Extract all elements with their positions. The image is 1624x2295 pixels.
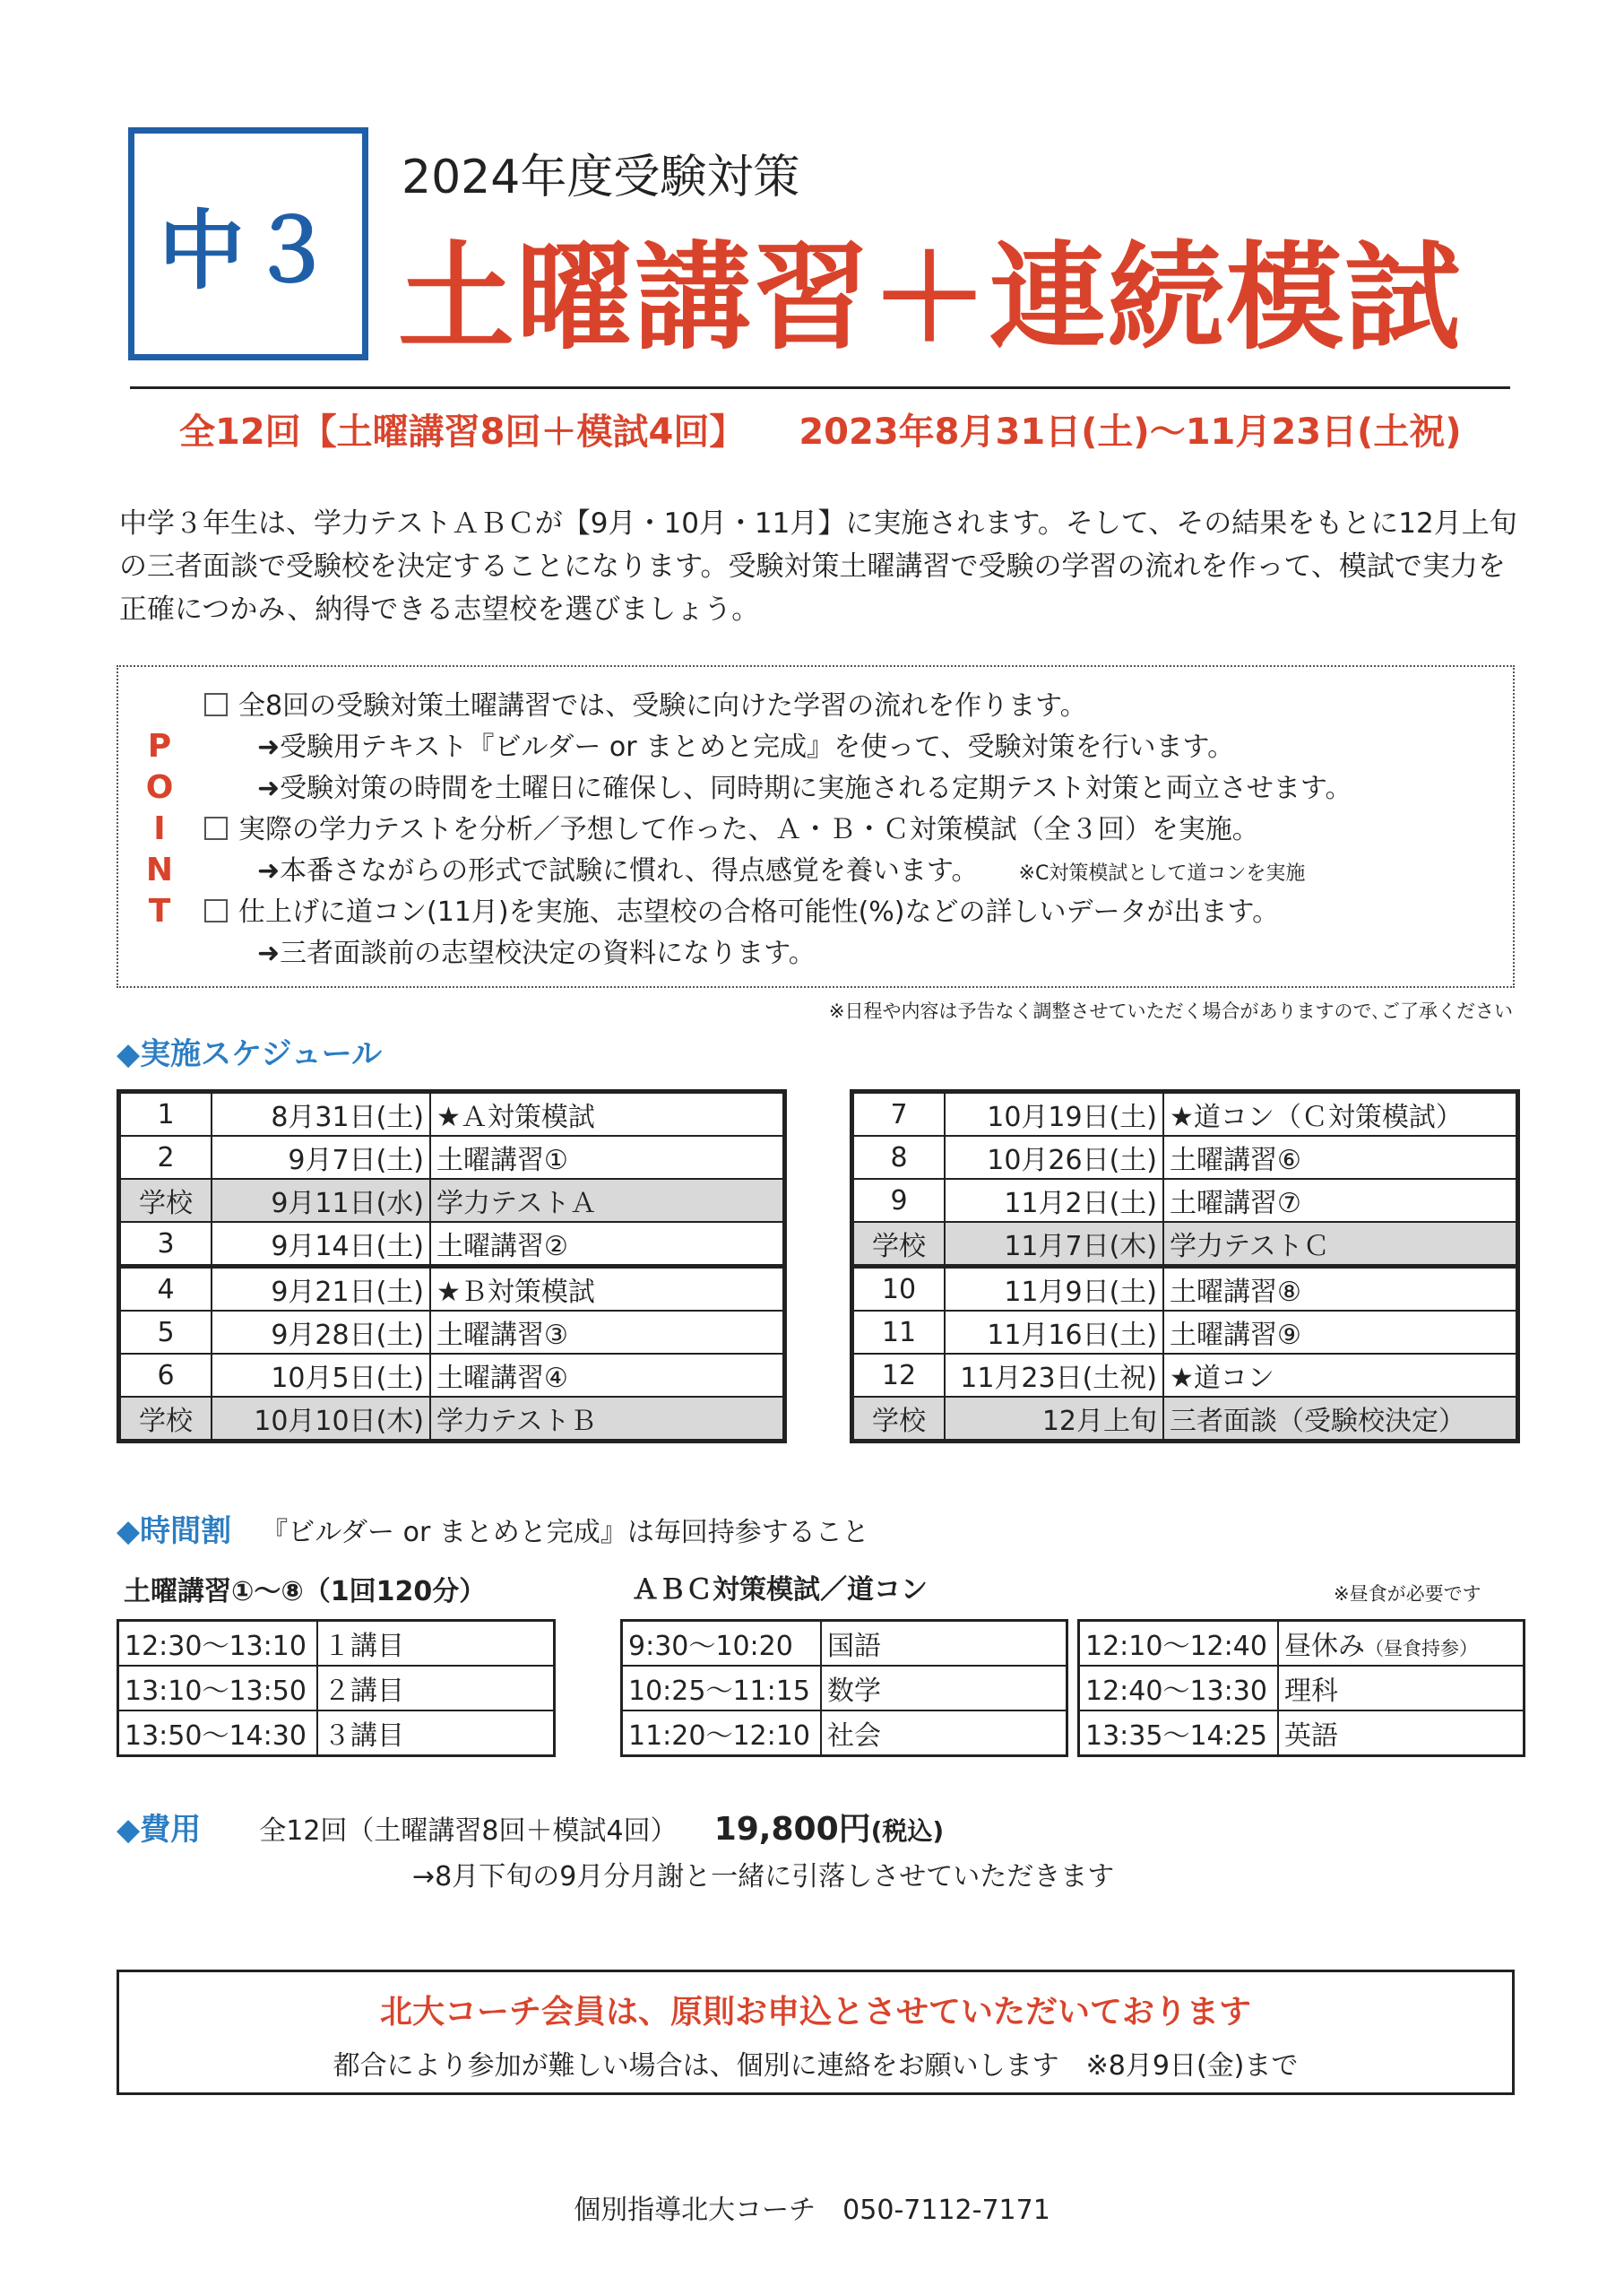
table-row: 学校 9月11日(水) 学力テストＡ <box>119 1179 785 1222</box>
footer-contact: 個別指導北大コーチ 050-7112-7171 <box>574 2195 1050 2226</box>
table-row: 13:10～13:50 ２講目 <box>118 1666 555 1710</box>
point-letter: N <box>145 852 174 888</box>
point-subitem: ➜受験用テキスト『ビルダー or まとめと完成』を使って、受験対策を行います。 <box>257 732 1235 763</box>
point-letter: T <box>148 893 171 930</box>
point-letter: O <box>145 769 174 806</box>
table-row: 12 11月23日(土祝) ★道コン <box>852 1354 1518 1397</box>
disclaimer: ※日程や内容は予告なく調整させていただく場合がありますので､ご了承ください <box>828 1000 1513 1022</box>
table-row: 12:30～13:10 １講目 <box>118 1621 555 1667</box>
table-row: 12:10～12:40 昼休み（昼食持参） <box>1079 1621 1525 1667</box>
table-row: 1 8月31日(土) ★Ａ対策模試 <box>119 1092 785 1137</box>
table-row: 学校 10月10日(木) 学力テストＢ <box>119 1397 785 1442</box>
table-row: 11 11月16日(土) 土曜講習⑨ <box>852 1311 1518 1354</box>
grade-badge: 中３ <box>128 127 368 360</box>
table-row: 11:20～12:10 社会 <box>622 1710 1067 1756</box>
point-small-note: ※C対策模試として道コンを実施 <box>1018 862 1306 885</box>
checkbox-icon <box>204 899 228 922</box>
lunch-note: ※昼食が必要です <box>1334 1583 1481 1605</box>
point-item: 全8回の受験対策土曜講習では、受験に向けた学習の流れを作ります。 <box>204 683 1087 723</box>
table-row: 7 10月19日(土) ★道コン（Ｃ対策模試） <box>852 1092 1518 1137</box>
notice-box <box>117 1970 1515 2095</box>
fee-desc: 全12回（土曜講習8回＋模試4回） <box>259 1815 678 1847</box>
schedule-table-right <box>850 1089 1520 1443</box>
point-label <box>142 726 177 932</box>
point-letter: P <box>147 728 172 765</box>
summary-line <box>179 403 1462 455</box>
point-subitem: ➜本番さながらの形式で試験に慣れ、得点感覚を養います。 ※C対策模試として道コンを実施 <box>257 855 1306 887</box>
fee-note: →8月下旬の9月分月謝と一緒に引落しさせていただきます <box>412 1861 1115 1892</box>
mock-timetable-a <box>620 1619 1068 1757</box>
subtitle: 2024年度受験対策 <box>402 151 800 204</box>
table-row: 12:40～13:30 理科 <box>1079 1666 1525 1710</box>
page-title: 土曜講習＋連続模試 <box>398 230 1464 366</box>
table-row: 9:30～10:20 国語 <box>622 1621 1067 1667</box>
point-subitem: ➜受験対策の時間を土曜日に確保し、同時期に実施される定期テスト対策と両立させます。 <box>257 773 1352 804</box>
saturday-heading: 土曜講習①～⑧（1回120分） <box>124 1576 487 1607</box>
notice-line1: 北大コーチ会員は、原則お申込とさせていただいております <box>379 1994 1251 2031</box>
fee-heading: ◆費用 <box>117 1812 202 1848</box>
table-row: 4 9月21日(土) ★Ｂ対策模試 <box>119 1267 785 1312</box>
table-row: 13:35～14:25 英語 <box>1079 1710 1525 1756</box>
table-row: 10 11月9日(土) 土曜講習⑧ <box>852 1267 1518 1312</box>
lunch-sub: （昼食持参） <box>1365 1638 1478 1659</box>
intro-text: 中学３年生は、学力テストＡＢＣが【9月・10月・11月】に実施されます。そして、その結果をもとに12月上旬の三者面談で受験校を決定することになります。受験対策土曜講習で受験の学習の流れを作って、模試で実力を正確につかみ、納得できる志望校を選びましょう。 <box>119 507 1517 626</box>
timetable-heading-row <box>117 1506 869 1550</box>
point-letter: I <box>153 810 166 847</box>
point-subitem: ➜三者面談前の志望校決定の資料になります。 <box>257 938 816 969</box>
checkbox-icon <box>204 693 228 716</box>
checkbox-icon <box>204 817 228 840</box>
table-row: 8 10月26日(土) 土曜講習⑥ <box>852 1136 1518 1179</box>
fee-row <box>117 1804 944 1849</box>
saturday-timetable <box>117 1619 556 1757</box>
point-item: 仕上げに道コン(11月)を実施、志望校の合格可能性(%)などの詳しいデータが出ます。 <box>204 889 1279 929</box>
table-row: 学校 11月7日(木) 学力テストＣ <box>852 1222 1518 1267</box>
table-row: 3 9月14日(土) 土曜講習② <box>119 1222 785 1267</box>
timetable-note: 『ビルダー or まとめと完成』は毎回持参すること <box>261 1517 869 1548</box>
notice-line2: 都合により参加が難しい場合は、個別に連絡をお願いします ※8月9日(金)まで <box>333 2050 1299 2082</box>
table-row: 9 11月2日(土) 土曜講習⑦ <box>852 1179 1518 1222</box>
point-item: 実際の学力テストを分析／予想して作った、Ａ・Ｂ・Ｃ対策模試（全３回）を実施。 <box>204 807 1259 846</box>
summary-period: 2023年8月31日(土)～11月23日(土祝) <box>799 411 1462 453</box>
header-divider <box>130 386 1510 389</box>
fee-amount: 19,800円 <box>713 1811 871 1848</box>
schedule-table-left <box>117 1089 787 1443</box>
table-row: 5 9月28日(土) 土曜講習③ <box>119 1311 785 1354</box>
schedule-heading: ◆実施スケジュール <box>117 1036 383 1072</box>
table-row: 10:25～11:15 数学 <box>622 1666 1067 1710</box>
table-row: 6 10月5日(土) 土曜講習④ <box>119 1354 785 1397</box>
table-row: 13:50～14:30 ３講目 <box>118 1710 555 1756</box>
fee-tax: (税込) <box>870 1816 945 1846</box>
timetable-heading: ◆時間割 <box>117 1513 232 1549</box>
table-row: 学校 12月上旬 三者面談（受験校決定） <box>852 1397 1518 1442</box>
mock-heading: ＡＢＣ対策模試／道コン <box>632 1574 928 1606</box>
summary-count: 全12回【土曜講習8回＋模試4回】 <box>179 411 728 453</box>
mock-timetable-b <box>1077 1619 1525 1757</box>
table-row: 2 9月7日(土) 土曜講習① <box>119 1136 785 1179</box>
